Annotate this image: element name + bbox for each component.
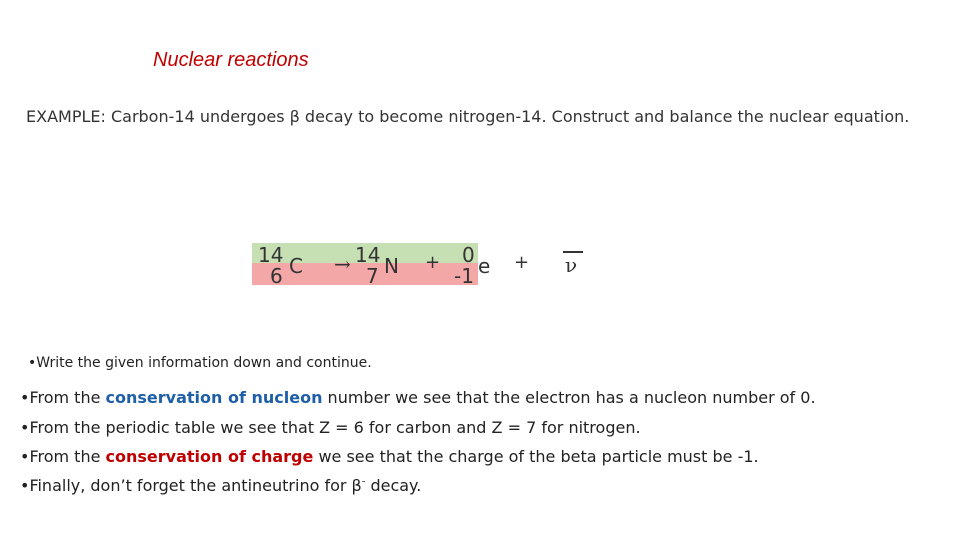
- electron-atomic-number: -1: [454, 264, 474, 288]
- charge-highlight: conservation of charge: [105, 447, 314, 466]
- electron-symbol: e: [478, 254, 491, 278]
- bullet-charge: [20, 447, 759, 466]
- example-text: EXAMPLE: Carbon-14 undergoes β decay to become nitrogen-14. Construct and balance the nuclear equation.: [26, 107, 910, 126]
- bullet-antineutrino-prefix: •Finally, don’t forget the antineutrino for β: [20, 476, 362, 495]
- page-title: Nuclear reactions: [153, 49, 309, 71]
- bullet-nucleon-prefix: •From the: [20, 388, 106, 407]
- beta-minus-superscript: -: [361, 476, 366, 488]
- bullet-periodic-table: •From the periodic table we see that Z = 6 for carbon and Z = 7 for nitrogen.: [20, 418, 641, 437]
- carbon-symbol: C: [289, 254, 303, 278]
- bullet-nucleon: [20, 388, 816, 407]
- plus-sign-2: +: [514, 252, 530, 273]
- nitrogen-symbol: N: [384, 254, 399, 278]
- electron-mass-number: 0: [462, 243, 475, 267]
- nucleon-highlight: conservation of nucleon: [105, 388, 323, 407]
- reaction-arrow: →: [334, 252, 351, 276]
- write-instruction: •Write the given information down and continue.: [28, 355, 372, 371]
- antineutrino-symbol: ν: [565, 253, 578, 277]
- bullet-charge-prefix: •From the: [20, 447, 106, 466]
- bullet-charge-suffix: we see that the charge of the beta particle must be -1.: [313, 447, 759, 466]
- bullet-nucleon-suffix: number we see that the electron has a nucleon number of 0.: [322, 388, 816, 407]
- carbon-atomic-number: 6: [270, 264, 283, 288]
- carbon-mass-number: 14: [258, 243, 284, 267]
- nitrogen-atomic-number: 7: [366, 264, 379, 288]
- bullet-antineutrino-suffix: decay.: [365, 476, 422, 495]
- plus-sign-1: +: [425, 252, 441, 273]
- nitrogen-mass-number: 14: [355, 243, 381, 267]
- bullet-antineutrino: [20, 476, 421, 495]
